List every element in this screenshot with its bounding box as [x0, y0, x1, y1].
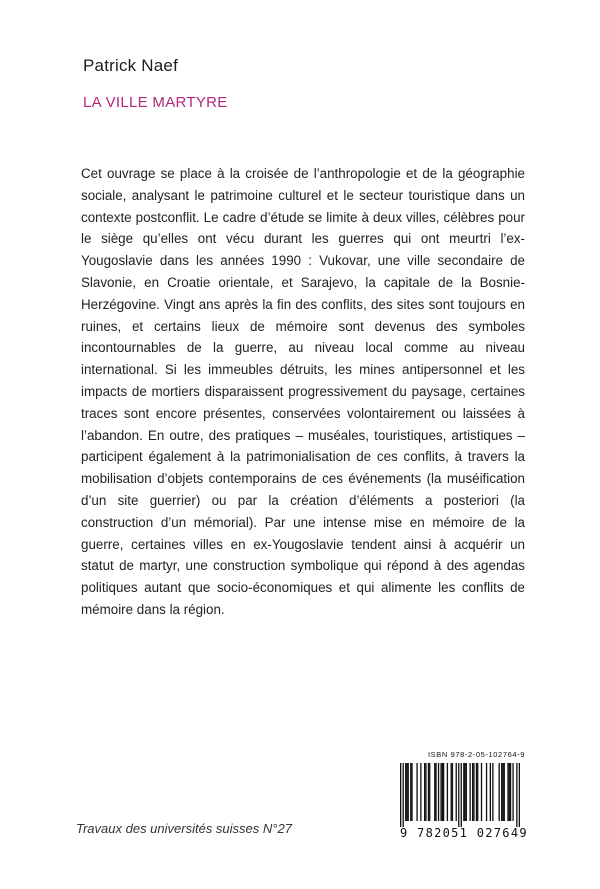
barcode-bar: [406, 763, 407, 821]
barcode-bar: [472, 763, 473, 821]
barcode-bar: [425, 763, 426, 821]
series-name: Travaux des universités suisses N°27: [76, 821, 292, 836]
barcode-bar: [461, 763, 462, 827]
barcode-bar: [424, 763, 425, 821]
barcode-bar: [400, 763, 401, 827]
barcode-bar: [416, 763, 417, 821]
barcode-bar: [466, 763, 467, 821]
barcode-bar: [434, 763, 435, 821]
author-name: Patrick Naef: [83, 56, 178, 75]
barcode-bar: [420, 763, 421, 821]
book-title: LA VILLE MARTYRE: [83, 94, 228, 111]
barcode-bar: [481, 763, 482, 821]
barcode-bar: [435, 763, 436, 821]
barcode-bar: [443, 763, 444, 821]
barcode-bar: [405, 763, 406, 821]
barcode-bar: [510, 763, 511, 821]
barcode-digits: 9 782051 027649: [400, 826, 528, 840]
barcode-bar: [442, 763, 443, 821]
barcode-bar: [463, 763, 464, 821]
barcode-bar: [408, 763, 409, 821]
barcode-bar: [477, 763, 478, 821]
barcode-image: [400, 763, 520, 827]
barcode-bar: [451, 763, 452, 821]
barcode-bar: [452, 763, 453, 821]
barcode-bar: [486, 763, 487, 821]
barcode-bar: [512, 763, 513, 821]
barcode-bar: [490, 763, 491, 821]
barcode-bar: [502, 763, 503, 821]
barcode-bar: [403, 763, 404, 827]
barcode-block: [400, 750, 530, 840]
barcode-bar: [456, 763, 457, 821]
barcode-bar: [492, 763, 493, 821]
barcode-bar: [464, 763, 465, 821]
barcode-bar: [429, 763, 430, 821]
summary-text: Cet ouvrage se place à la croisée de l’anthropologie et de la géographie sociale, analysant le patrimoine culturel et le secteur touristique dans un contexte postconflit. Le cadre d’étude se limite à deux villes, célèbres pour le siège qu’elles ont vécu durant les guerres qui ont meurtri l’ex-Yougoslavie dans les années 1990 : Vukovar, une ville secondaire de Slavonie, en Croatie orientale, et Sarajevo, la capitale de la Bosnie-Herzégovine. Vingt ans après la fin des conflits, des sites sont toujours en ruines, et certains lieux de mémoire sont devenus des symboles incontournables de la guerre, au niveau local comme au niveau international. Si les immeubles détruits, les mines antipersonnel et les impacts de mortiers disparaissent progressivement du paysage, certaines traces sont encore présentes, conservées volontairement ou laissées à l’abandon. En outre, des pratiques – muséales, touristiques, artistiques – participent également à la patrimonialisation de ces conflits, à travers la mobilisation d’objets contemporains de ces événements (la muséification d’un site guerrier) ou par la création d’éléments a posteriori (la construction d’un mémorial). Par une intense mise en mémoire de la guerre, certaines villes en ex-Yougoslavie tendent ainsi à acquérir un statut de martyr, une construction symbolique qui répond à des agendas politiques autant que socio-économiques et qui alimente les conflits de mémoire dans la région.: [81, 166, 525, 617]
barcode-bar: [473, 763, 474, 821]
barcode-bar: [504, 763, 505, 821]
barcode-bar: [509, 763, 510, 821]
barcode-bar: [469, 763, 470, 821]
barcode-bar: [501, 763, 502, 821]
barcode-bar: [440, 763, 441, 821]
barcode-bar: [507, 763, 508, 821]
barcode-bar: [499, 763, 500, 821]
isbn-label: ISBN 978-2-05-102764-9: [428, 750, 526, 759]
barcode-bar: [476, 763, 477, 821]
barcode-bar: [438, 763, 439, 821]
barcode-bar: [410, 763, 411, 821]
barcode-bar: [411, 763, 412, 821]
barcode-bar: [516, 763, 517, 827]
barcode-bar: [519, 763, 520, 827]
barcode-bar: [428, 763, 429, 821]
barcode-bar: [458, 763, 459, 827]
barcode-bar: [447, 763, 448, 821]
